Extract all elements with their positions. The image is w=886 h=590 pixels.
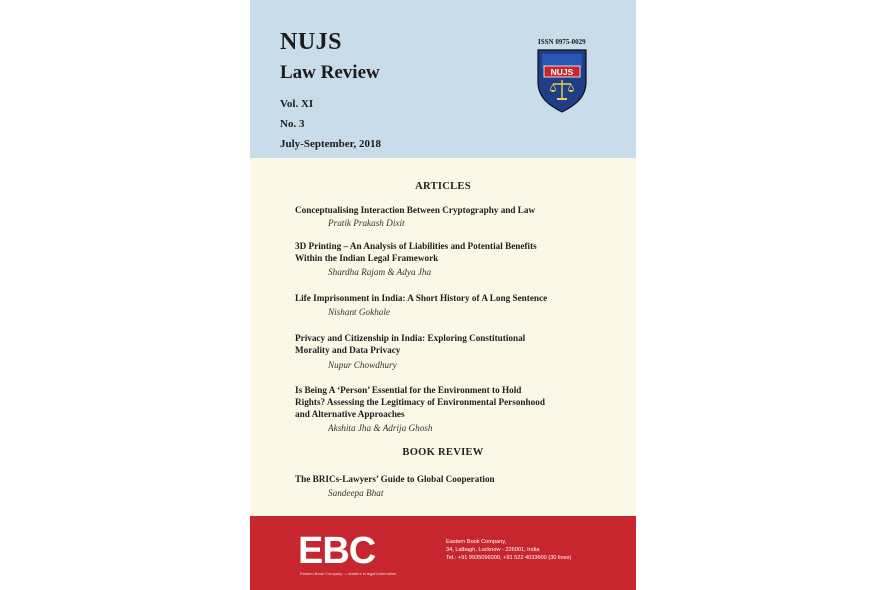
ebc-logo-text: EBC xyxy=(298,530,376,568)
book-review-author: Sandeepa Bhat xyxy=(328,488,384,498)
article-1-author: Pratik Prakash Dixit xyxy=(328,218,405,228)
volume-label: Vol. XI xyxy=(280,98,314,110)
journal-cover xyxy=(250,0,636,590)
ebc-logo-icon xyxy=(298,530,380,568)
publisher-phone: Tel.: +91 9935096000, +91 522 4033600 (30 lines) xyxy=(446,555,572,561)
article-3-title: Life Imprisonment in India: A Short History of A Long Sentence xyxy=(295,293,548,303)
publisher-tagline: Eastern Book Company — leaders in legal information xyxy=(300,571,397,576)
article-2-author: Shardha Rajam & Adya Jha xyxy=(328,267,432,277)
journal-title: NUJS xyxy=(280,29,343,55)
issue-period-label: July-September, 2018 xyxy=(280,138,382,150)
issue-number-label: No. 3 xyxy=(280,118,305,130)
article-1-title: Conceptualising Interaction Between Cryptography and Law xyxy=(295,205,536,215)
book-review-heading: BOOK REVIEW xyxy=(402,447,484,458)
article-4-author: Nupur Chowdhury xyxy=(328,360,397,370)
nujs-emblem-icon xyxy=(532,46,592,114)
article-5-author: Akshita Jha & Adrija Ghosh xyxy=(328,423,433,433)
article-5-title: Is Being A ‘Person’ Essential for the Environment to Hold Rights? Assessing the Legitimacy of Environmental Personhood and Alternative Approaches xyxy=(295,385,545,419)
article-3-author: Nishant Gokhale xyxy=(328,307,391,317)
article-2-title: 3D Printing – An Analysis of Liabilities and Potential Benefits Within the Indian Legal Framework xyxy=(295,241,537,263)
publisher-band xyxy=(250,516,636,590)
publisher-name: Eastern Book Company, xyxy=(446,539,507,545)
article-4-title: Privacy and Citizenship in India: Exploring Constitutional Morality and Data Privacy xyxy=(295,333,526,355)
articles-heading: ARTICLES xyxy=(415,181,471,192)
emblem-text: NUJS xyxy=(550,67,574,77)
book-review-title: The BRICs-Lawyers’ Guide to Global Cooperation xyxy=(295,474,495,484)
journal-subtitle: Law Review xyxy=(280,62,380,83)
issn-label: ISSN 0975-0029 xyxy=(538,38,586,46)
cover-header-band xyxy=(250,0,636,158)
publisher-address: 34, Lalbagh, Lucknow - 226001, India xyxy=(446,547,540,553)
